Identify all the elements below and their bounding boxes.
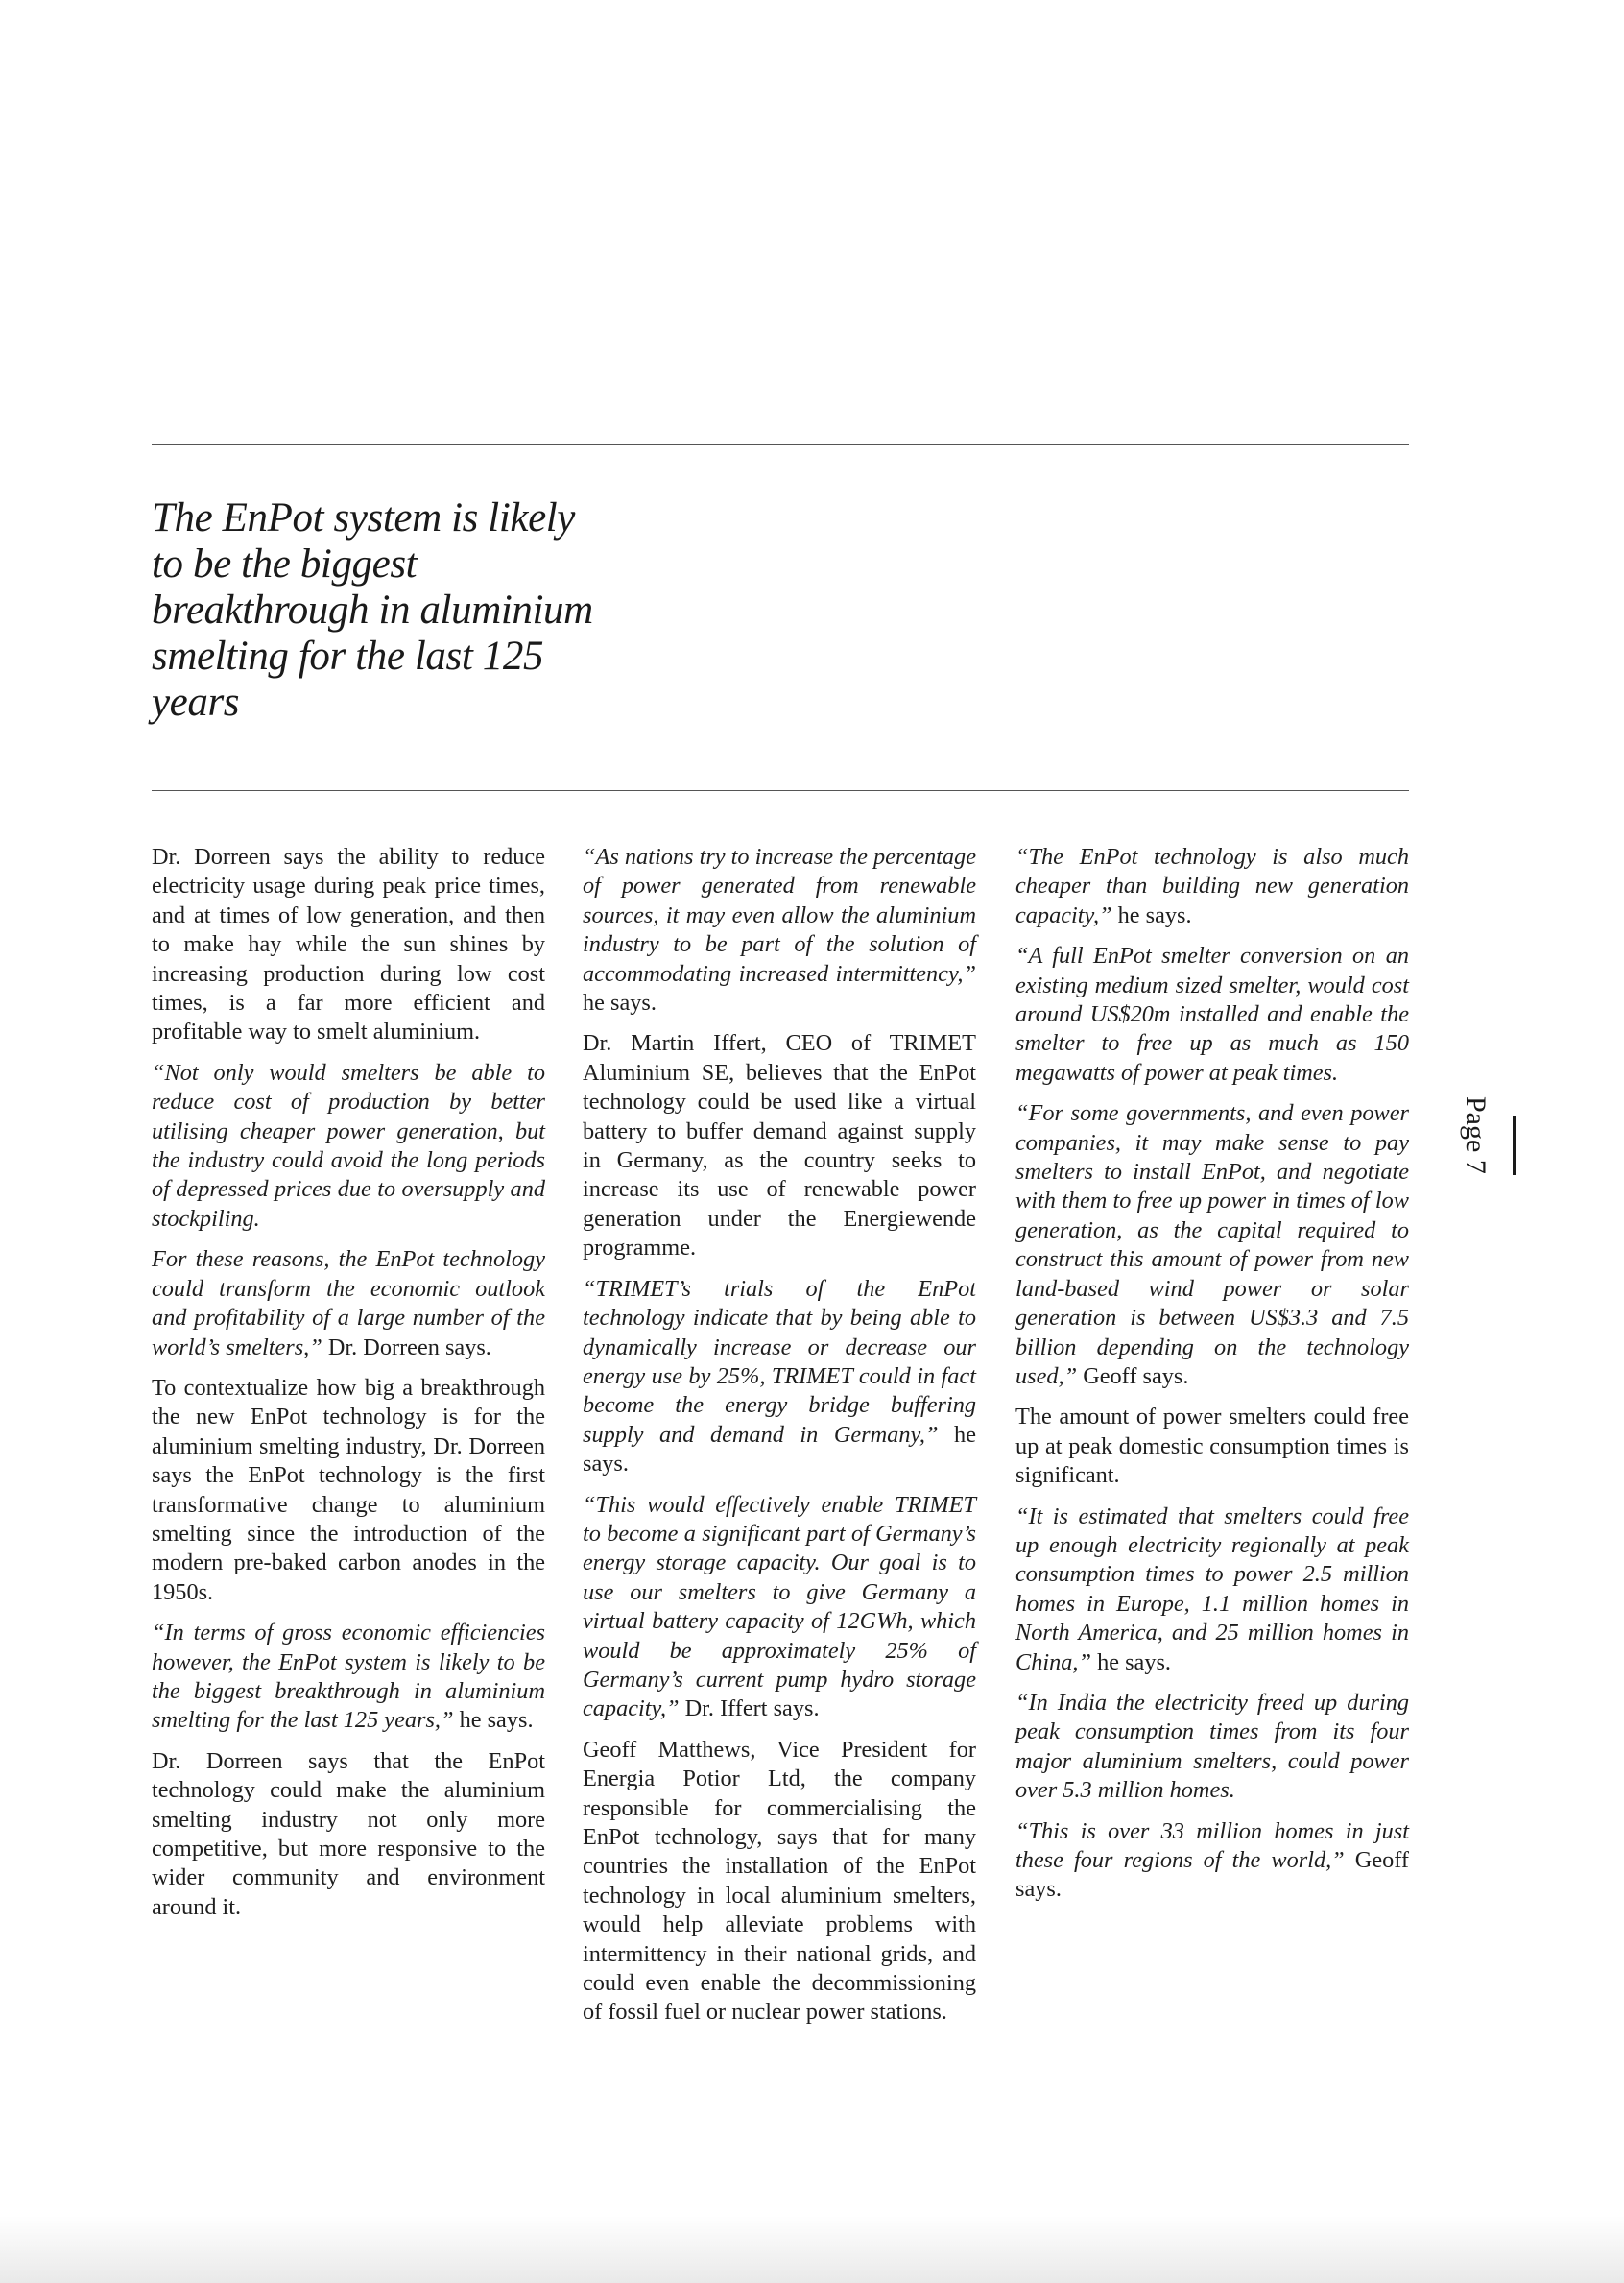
paragraph — [583, 1491, 976, 1724]
paragraph — [1015, 1099, 1409, 1391]
quote-text: “As nations try to increase the percentage of power generated from renewable sources, it may even allow the aluminium industry to be part of the solution of accommodating increased intermittency,” — [583, 844, 976, 987]
quote-text: For these reasons, the EnPot technology could transform the economic outlook and profitability of a large number of the world’s smelters,” — [152, 1246, 545, 1360]
body-text: To contextualize how big a breakthrough the new EnPot technology is for the aluminium smelting industry, Dr. Dorreen says the EnPot technology is the first transformative change to aluminium smelting since the introduction of the modern pre-baked carbon anodes in the 1950s. — [152, 1374, 545, 1605]
body-text: he says. — [453, 1707, 534, 1734]
top-divider — [152, 444, 1409, 445]
paragraph — [1015, 1817, 1409, 1905]
paragraph — [1015, 843, 1409, 930]
body-text: Dr. Dorreen says. — [322, 1334, 491, 1360]
article-column-2 — [583, 843, 976, 2039]
paragraph — [152, 1619, 545, 1736]
quote-text: “For some governments, and even power companies, it may make sense to pay smelters to install EnPot, and negotiate with them to free up power in times of low generation, as the capital required to construct this amount of power from new land-based wind power or solar generation is between US$3.3 and 7.5 billion depending on the technology used,” — [1015, 1100, 1409, 1389]
page-bottom-shadow — [0, 2216, 1624, 2283]
body-text: Dr. Iffert says. — [679, 1695, 820, 1722]
bottom-divider — [152, 790, 1409, 791]
page-number: Page 7 — [1460, 1096, 1492, 1174]
article-column-1 — [152, 843, 545, 1934]
page-marker-bar — [1513, 1116, 1516, 1175]
body-text: The amount of power smelters could free up at peak domestic consumption times is significant. — [1015, 1404, 1409, 1489]
body-text: Geoff says. — [1077, 1362, 1189, 1389]
paragraph — [583, 1029, 976, 1262]
paragraph — [1015, 1689, 1409, 1806]
body-text: he says. — [1091, 1648, 1171, 1675]
paragraph — [152, 1374, 545, 1607]
quote-text: “This would effectively enable TRIMET to become a significant part of Germany’s energy storage capacity. Our goal is to use our smelters to give Germany a virtual battery capacity of 12GWh, which would be approximately 25% of Germany’s current pump hydro storage capacity,” — [583, 1491, 976, 1722]
paragraph — [1015, 942, 1409, 1088]
body-text: Geoff says. — [1015, 1847, 1410, 1903]
body-text: Dr. Dorreen says the ability to reduce electricity usage during peak price times, and at times of low generation, and then to make hay while the sun shines by increasing production during low cost times, is a far more efficient and profitable way to smelt aluminium. — [152, 844, 545, 1045]
article-column-3 — [1015, 843, 1409, 1916]
paragraph — [583, 843, 976, 1018]
quote-text: “Not only would smelters be able to reduce cost of production by better utilising cheaper power generation, but the industry could avoid the long periods of depressed prices due to oversupply and stockpiling. — [152, 1059, 545, 1232]
quote-text: “In India the electricity freed up during peak consumption times from its four major aluminium smelters, could power over 5.3 million homes. — [1015, 1689, 1409, 1804]
paragraph — [152, 1245, 545, 1362]
quote-text: “It is estimated that smelters could free up enough electricity regionally at peak consumption times to power 2.5 million homes in Europe, 1.1 million homes in North America, and 25 million homes in China,” — [1015, 1502, 1409, 1675]
body-text: he says. — [583, 1421, 976, 1478]
quote-text: “A full EnPot smelter conversion on an existing medium sized smelter, would cost around US$20m installed and enable the smelter to free up as much as 150 megawatts of power at peak times. — [1015, 943, 1409, 1086]
quote-text: “TRIMET’s trials of the EnPot technology indicate that by being able to dynamically increase or decrease our energy use by 25%, TRIMET could in fact become the energy bridge buffering supply and demand in Germany,” — [583, 1275, 976, 1448]
body-text: Geoff Matthews, Vice President for Energia Potior Ltd, the company responsible for commercialising the EnPot technology, says that for many countries the installation of the EnPot technology in local aluminium smelters, would help alleviate problems with intermittency in their national grids, and could even enable the decommissioning of fossil fuel or nuclear power stations. — [583, 1736, 976, 2026]
quote-text: “This is over 33 million homes in just these four regions of the world,” — [1015, 1817, 1409, 1873]
body-text: he says. — [583, 990, 657, 1017]
body-text: Dr. Dorreen says that the EnPot technology could make the aluminium smelting industry not only more competitive, but more responsive to the wider community and environment around it. — [152, 1747, 545, 1920]
body-text: Dr. Martin Iffert, CEO of TRIMET Aluminium SE, believes that the EnPot technology could be used like a virtual battery to buffer demand against supply in Germany, as the country seeks to increase its use of renewable power generation under the Energiewende programme. — [583, 1030, 976, 1262]
paragraph — [152, 1059, 545, 1234]
paragraph — [1015, 1403, 1409, 1490]
paragraph — [1015, 1502, 1409, 1677]
pull-quote: The EnPot system is likely to be the biggest breakthrough in aluminium smelting for the last 125 years — [152, 495, 593, 725]
paragraph — [152, 1747, 545, 1922]
quote-text: “In terms of gross economic efficiencies however, the EnPot system is likely to be the biggest breakthrough in aluminium smelting for the last 125 years,” — [152, 1620, 545, 1734]
paragraph — [583, 1275, 976, 1479]
paragraph — [583, 1736, 976, 2028]
paragraph — [152, 843, 545, 1047]
quote-text: “The EnPot technology is also much cheaper than building new generation capacity,” — [1015, 844, 1409, 928]
body-text: he says. — [1111, 901, 1192, 928]
